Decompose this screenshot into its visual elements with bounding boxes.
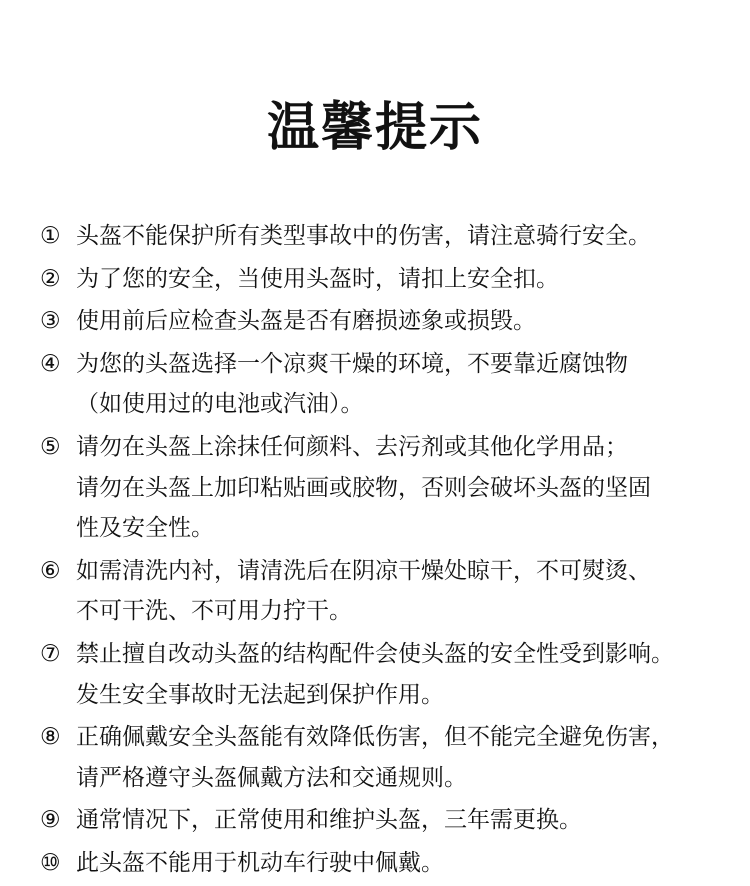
tip-number: ⑥ [40, 557, 61, 584]
tip-number: ⑤ [40, 433, 61, 460]
tips-list [40, 216, 740, 886]
tip-item [40, 259, 740, 300]
tip-text-line: 为您的头盔选择一个凉爽干燥的环境，不要靠近腐蚀物 [76, 350, 628, 377]
tip-item [40, 301, 740, 342]
tip-item [40, 216, 740, 257]
tip-text-line: 请严格遵守头盔佩戴方法和交通规则。 [76, 764, 467, 791]
page-title: 温馨提示 [266, 98, 483, 158]
tip-text-line: 正确佩戴安全头盔能有效降低伤害，但不能完全避免伤害， [76, 724, 674, 751]
tip-text [76, 301, 740, 342]
tip-item [40, 717, 740, 798]
tip-number: ⑦ [40, 640, 61, 667]
tip-text-line: 为了您的安全，当使用头盔时，请扣上安全扣。 [76, 265, 559, 292]
tip-text-line: 请勿在头盔上涂抹任何颜料、去污剂或其他化学用品； [76, 433, 628, 460]
tip-text [76, 344, 740, 425]
tip-number: ④ [40, 350, 61, 377]
tip-text-line: 此头盔不能用于机动车行驶中佩戴。 [76, 849, 444, 876]
tip-item [40, 551, 740, 632]
tip-text [76, 717, 740, 798]
tip-text-line: 使用前后应检查头盔是否有磨损迹象或损毁。 [76, 308, 536, 335]
tip-text [76, 800, 740, 841]
tip-number: ⑨ [40, 807, 61, 834]
tip-text [76, 551, 740, 632]
tip-item [40, 344, 740, 425]
tip-text [76, 634, 740, 715]
tip-text-line: 请勿在头盔上加印粘贴画或胶物，否则会破坏头盔的坚固 [76, 474, 651, 501]
tip-number: ③ [40, 308, 61, 335]
tip-item [40, 427, 740, 549]
tip-text [76, 843, 740, 884]
tip-text [76, 259, 740, 300]
tip-text [76, 216, 740, 257]
tip-number: ⑧ [40, 724, 61, 751]
tip-text-line: 头盔不能保护所有类型事故中的伤害，请注意骑行安全。 [76, 223, 651, 249]
tip-number: ① [40, 223, 61, 249]
tip-text-line: 禁止擅自改动头盔的结构配件会使头盔的安全性受到影响。 [76, 640, 674, 667]
tip-text-line: 通常情况下，正常使用和维护头盔，三年需更换。 [76, 807, 582, 834]
tip-number: ⑩ [40, 849, 61, 876]
tip-item [40, 800, 740, 841]
tip-text-line: 发生安全事故时无法起到保护作用。 [76, 681, 444, 708]
tip-number: ② [40, 265, 61, 292]
tip-text-line: 如需清洗内衬，请清洗后在阴凉干燥处晾干，不可熨烫、 [76, 557, 651, 584]
tip-text-line: 性及安全性。 [76, 515, 214, 542]
tip-text-line: （如使用过的电池或汽油）。 [76, 391, 364, 418]
tip-item [40, 843, 740, 884]
tip-item [40, 634, 740, 715]
tip-text-line: 不可干洗、不可用力拧干。 [76, 598, 352, 625]
tip-text [76, 427, 740, 549]
